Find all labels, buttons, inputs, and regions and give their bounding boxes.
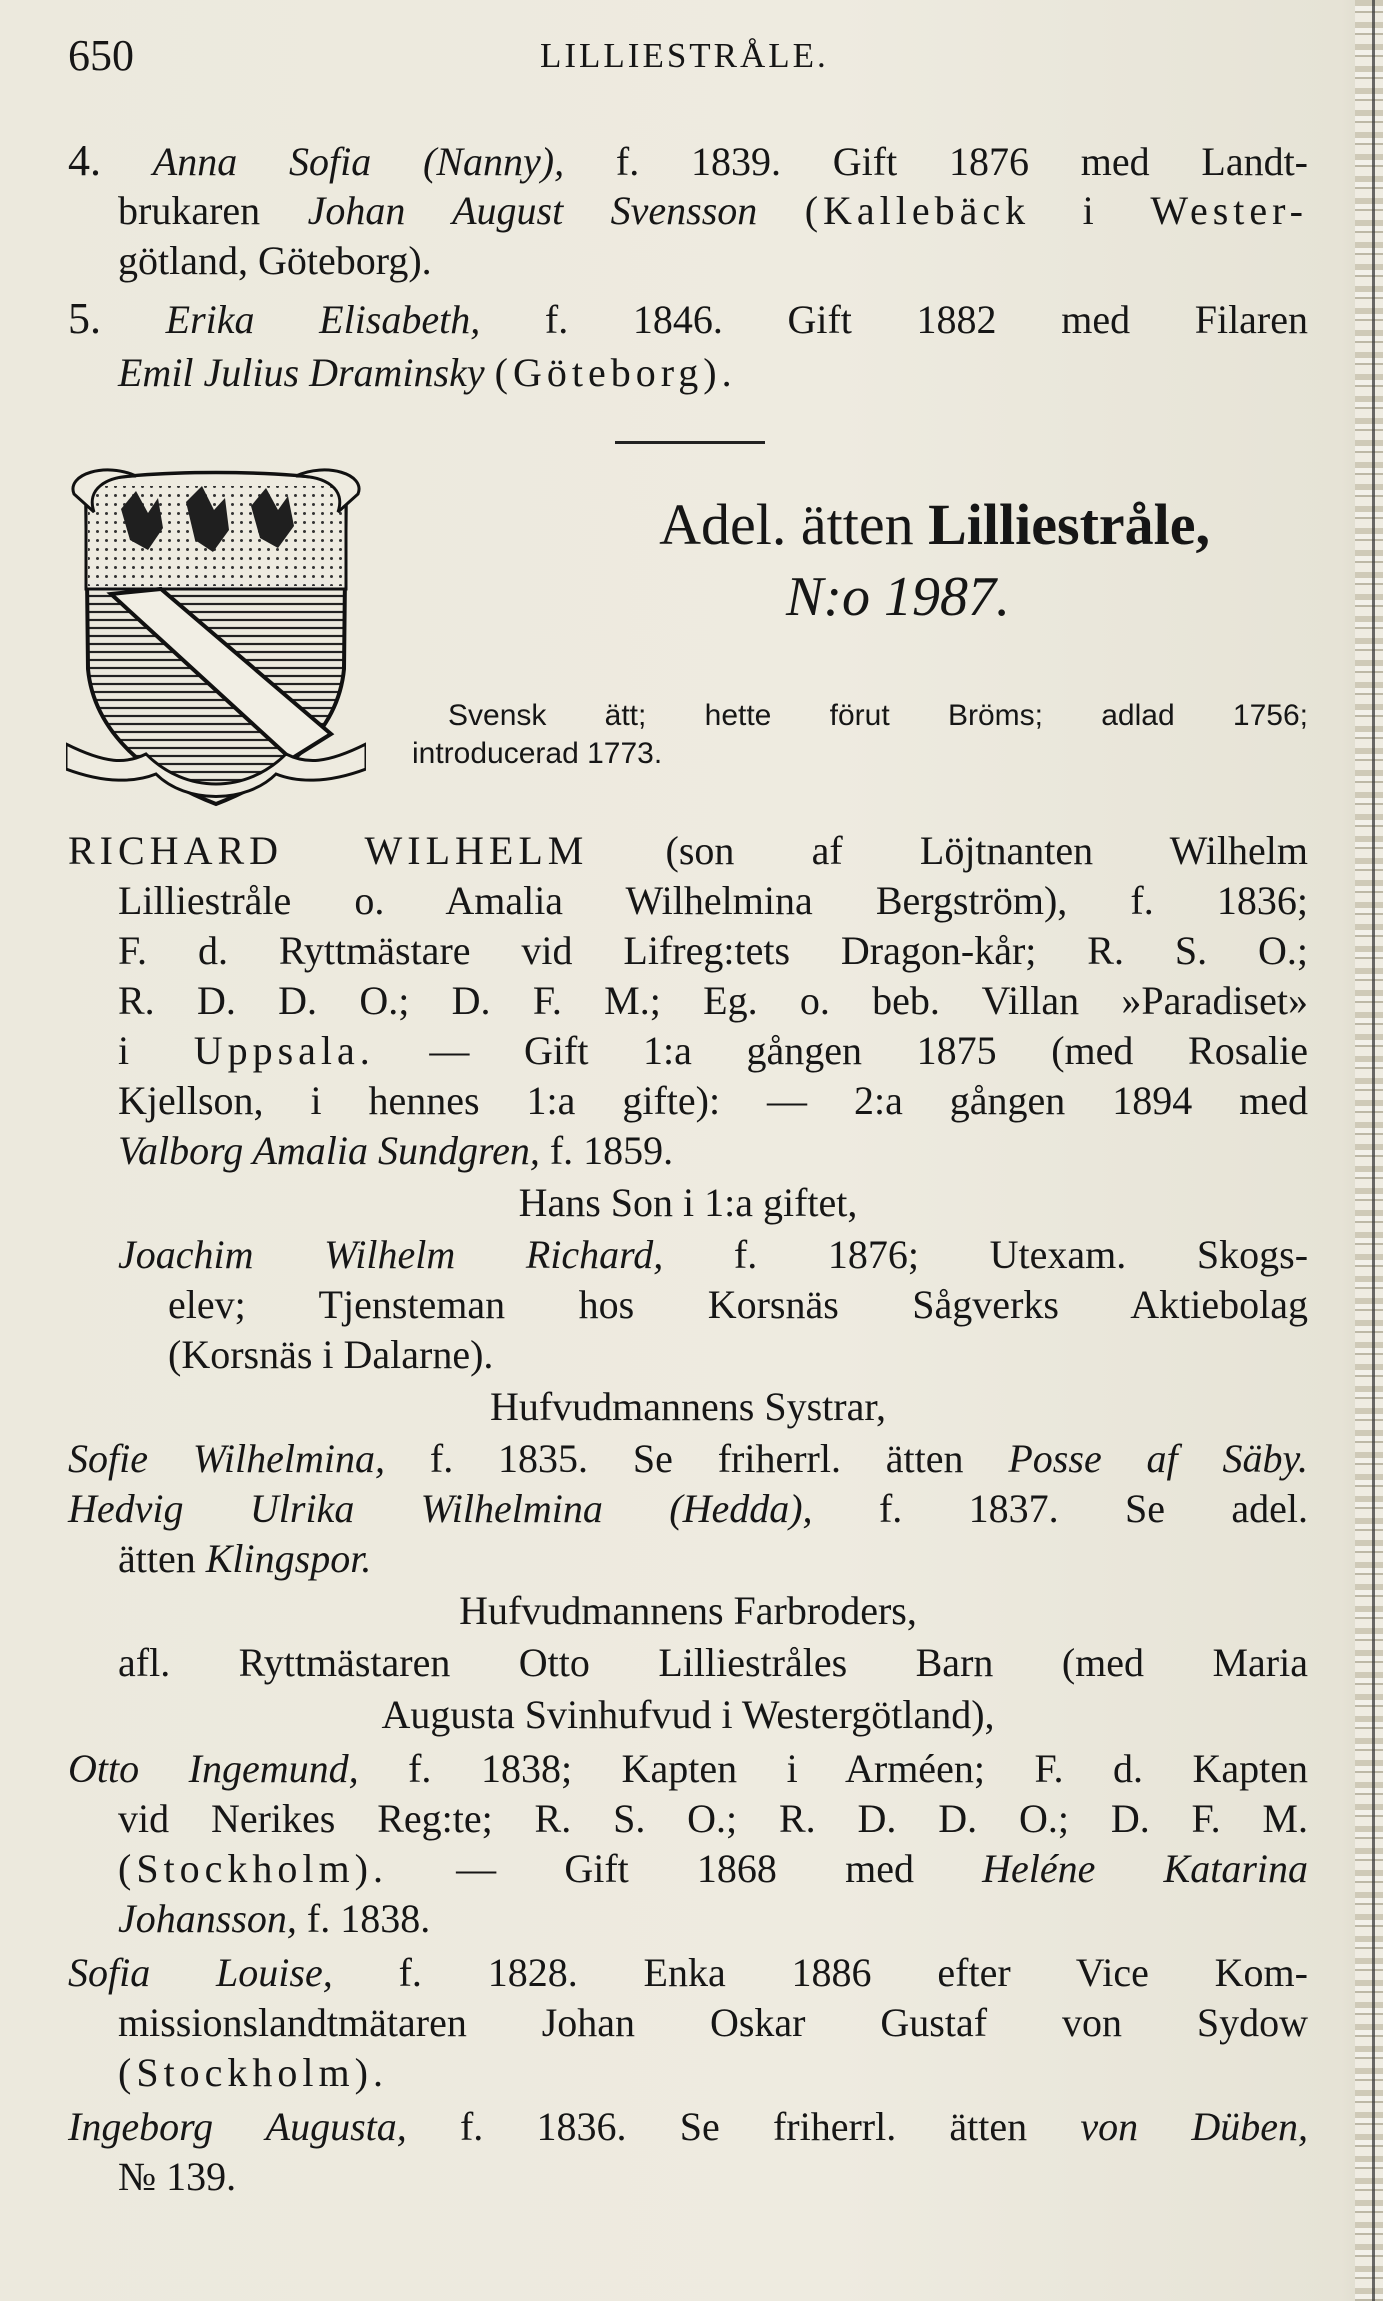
entry-line bbox=[68, 1948, 1308, 1998]
entry-text: f. 1828. Enka 1886 efter Vice Kom- bbox=[398, 1950, 1308, 1995]
family-note: introducerad 1773. bbox=[412, 737, 663, 770]
person-name: Hedvig Ulrika Wilhelmina (Hedda), bbox=[68, 1486, 813, 1531]
section-title bbox=[520, 490, 1210, 560]
place-text: (Kallebäck i Wester- bbox=[804, 188, 1308, 233]
entry-line: (Stockholm). bbox=[118, 2050, 388, 2095]
entry-text: brukaren bbox=[118, 188, 261, 233]
entry-line bbox=[68, 826, 1308, 876]
entry-line bbox=[68, 294, 1308, 345]
section-title-prefix: Adel. ätten bbox=[659, 492, 914, 557]
person-name: Anna Sofia bbox=[152, 139, 372, 184]
family-reference: Posse af Säby. bbox=[1008, 1436, 1309, 1481]
subheading: Hufvudmannens Farbroders, bbox=[459, 1588, 917, 1633]
entry-text: f. 1838. bbox=[306, 1896, 431, 1941]
person-name: Erika Elisabeth, bbox=[165, 297, 481, 342]
entry-line bbox=[118, 1844, 1308, 1894]
entry-line bbox=[118, 348, 1308, 398]
person-name: Joachim Wilhelm Richard, bbox=[118, 1232, 664, 1277]
person-name: Otto Ingemund, bbox=[68, 1746, 359, 1791]
entry-text: f. 1836. Se friherrl. ätten bbox=[459, 2104, 1028, 2149]
entry-line: (Korsnäs i Dalarne). bbox=[168, 1332, 494, 1377]
entry-line bbox=[118, 1894, 1308, 1944]
place-text: i Uppsala. bbox=[118, 1028, 375, 1073]
entry-text: ätten bbox=[118, 1536, 196, 1581]
person-name: Valborg Amalia Sundgren, bbox=[118, 1128, 540, 1173]
entry-line: R. D. D. O.; D. F. M.; Eg. o. beb. Villan »Paradiset» bbox=[118, 978, 1308, 1023]
family-reference: von Düben, bbox=[1080, 2104, 1308, 2149]
entry-line bbox=[68, 1744, 1308, 1794]
entry-number: 5. bbox=[68, 294, 101, 343]
entry-line bbox=[68, 1484, 1308, 1534]
page-edge-shadow bbox=[1372, 0, 1375, 2301]
person-name: Sofie Wilhelmina, bbox=[68, 1436, 386, 1481]
entry-text: — Gift 1:a gången 1875 (med Rosalie bbox=[429, 1028, 1309, 1073]
entry-line: missionslandtmätaren Johan Oskar Gustaf von Sydow bbox=[118, 2000, 1308, 2045]
running-title: LILLIESTRÅLE. bbox=[540, 36, 829, 75]
entry-text: götland, Göteborg). bbox=[118, 238, 432, 283]
entry-text: f. 1838; Kapten i Arméen; F. d. Kapten bbox=[408, 1746, 1309, 1791]
person-name: Johan August Svensson bbox=[307, 188, 758, 233]
place-text: (Göteborg). bbox=[494, 350, 737, 395]
person-name: Sofia Louise, bbox=[68, 1950, 333, 1995]
person-name: Heléne Katarina bbox=[982, 1846, 1309, 1891]
person-name: Emil Julius Draminsky bbox=[118, 350, 485, 395]
page-edge bbox=[1355, 0, 1383, 2301]
section-number: N:o 1987. bbox=[786, 566, 1010, 628]
head-name: RICHARD WILHELM bbox=[68, 828, 589, 873]
entry-line: afl. Ryttmästaren Otto Lilliestråles Barn (med Maria bbox=[118, 1640, 1308, 1685]
entry-line: Kjellson, i hennes 1:a gifte): — 2:a gången 1894 med bbox=[118, 1078, 1308, 1123]
entry-line: Lilliestråle o. Amalia Wilhelmina Bergström), f. 1836; bbox=[118, 878, 1308, 923]
entry-line bbox=[68, 136, 1308, 187]
entry-line: vid Nerikes Reg:te; R. S. O.; R. D. D. O.; D. F. M. bbox=[118, 1796, 1308, 1841]
entry-line: F. d. Ryttmästare vid Lifreg:tets Dragon-kår; R. S. O.; bbox=[118, 928, 1308, 973]
entry-text: f. 1846. Gift 1882 med Filaren bbox=[544, 297, 1309, 342]
coat-of-arms-icon bbox=[66, 464, 366, 809]
subheading: Hans Son i 1:a giftet, bbox=[518, 1180, 858, 1225]
entry-line: Augusta Svinhufvud i Westergötland), bbox=[381, 1692, 995, 1737]
entry-text: f. 1835. Se friherrl. ätten bbox=[429, 1436, 964, 1481]
entry-line bbox=[68, 2102, 1308, 2152]
person-name: Johansson, bbox=[118, 1896, 297, 1941]
entry-line bbox=[118, 1230, 1308, 1280]
entry-line: elev; Tjensteman hos Korsnäs Sågverks Aktiebolag bbox=[168, 1282, 1308, 1327]
entry-text: — Gift 1868 med bbox=[456, 1846, 914, 1891]
running-header bbox=[68, 30, 1308, 80]
entry-line: № 139. bbox=[118, 2154, 237, 2199]
family-note: Svensk ätt; hette förut Bröms; adlad 1756; bbox=[448, 699, 1308, 732]
subheading: Hufvudmannens Systrar, bbox=[489, 1384, 887, 1429]
page-number: 650 bbox=[68, 31, 134, 80]
section-divider bbox=[615, 441, 765, 444]
entry-line bbox=[118, 1534, 1308, 1584]
place-text: (Stockholm). bbox=[118, 1846, 388, 1891]
entry-text: f. 1876; Utexam. Skogs- bbox=[733, 1232, 1309, 1277]
entry-line bbox=[68, 1434, 1308, 1484]
entry-text: (son af Löjtnanten Wilhelm bbox=[665, 828, 1309, 873]
entry-text: f. 1859. bbox=[549, 1128, 674, 1173]
entry-line bbox=[118, 186, 1308, 236]
entry-line bbox=[118, 1126, 1308, 1176]
entry-number: 4. bbox=[68, 136, 101, 185]
family-name: Lilliestråle, bbox=[928, 492, 1210, 557]
entry-line bbox=[118, 236, 1308, 286]
person-nickname: (Nanny), bbox=[423, 139, 565, 184]
entry-text: f. 1839. Gift 1876 med Landt- bbox=[615, 139, 1309, 184]
entry-line bbox=[118, 1026, 1308, 1076]
family-reference: Klingspor. bbox=[205, 1536, 372, 1581]
person-name: Ingeborg Augusta, bbox=[68, 2104, 407, 2149]
entry-text: f. 1837. Se adel. bbox=[878, 1486, 1308, 1531]
